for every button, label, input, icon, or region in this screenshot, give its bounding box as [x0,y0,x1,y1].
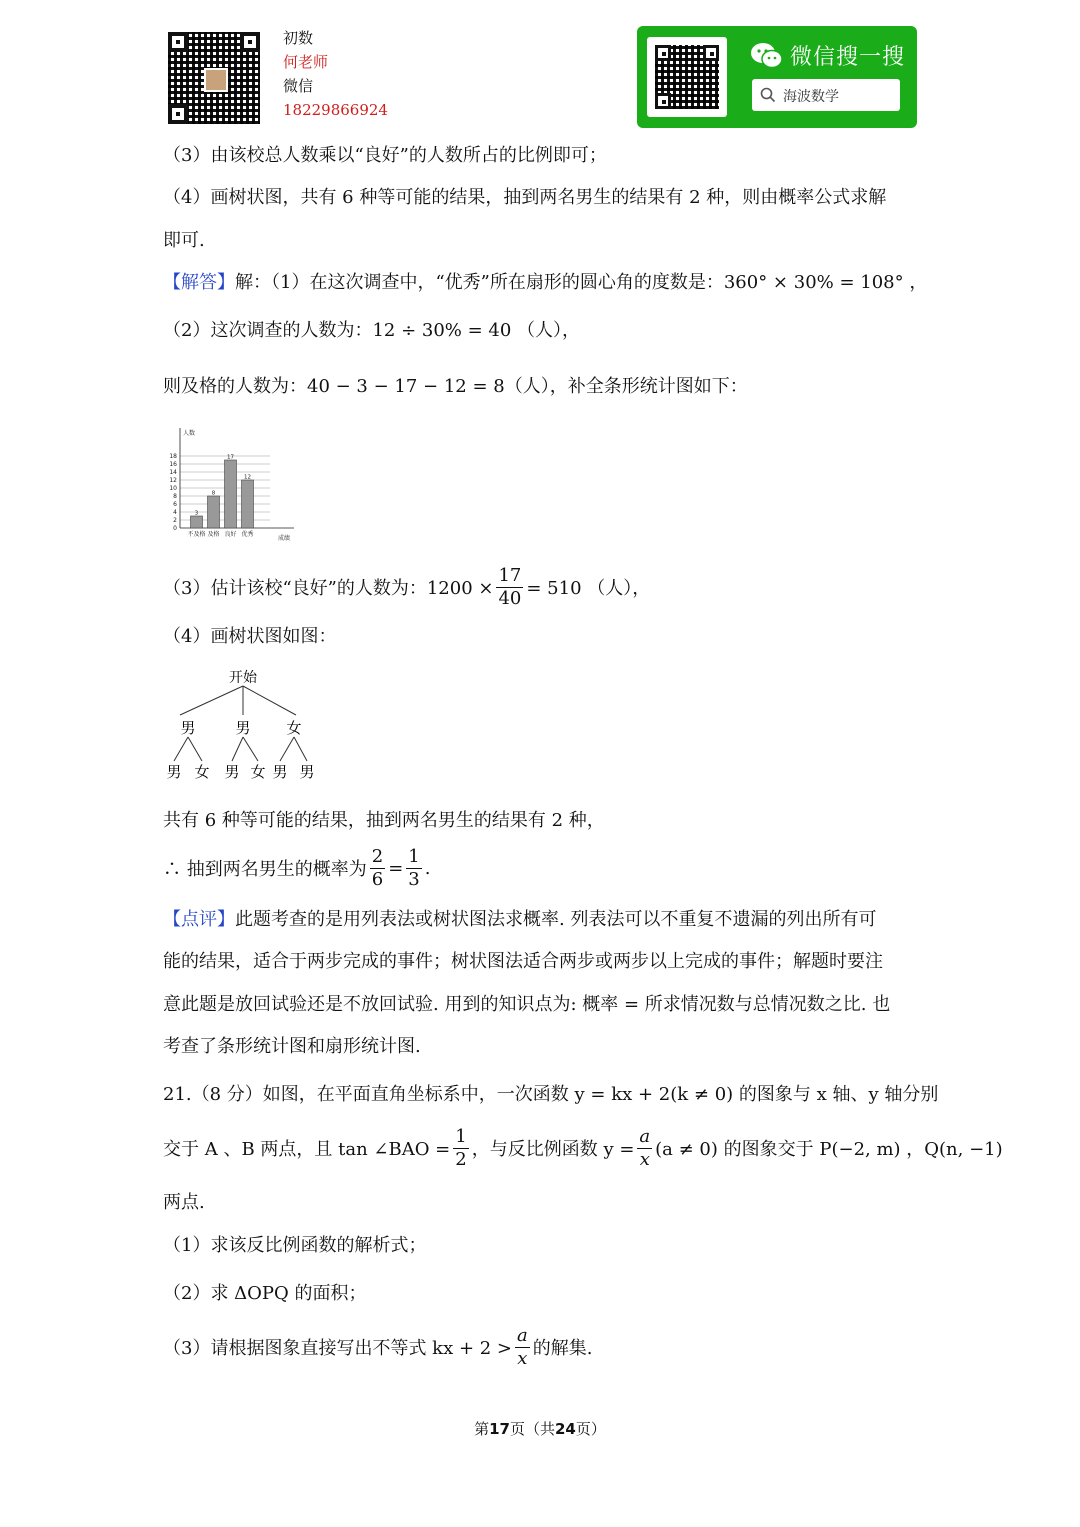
contact-line-wechat: 微信 [283,77,314,95]
wechat-search-text: 海波数学 [783,89,839,105]
bar-value-label: 12 [244,474,251,481]
bar-value-label: 8 [211,490,216,497]
tree-node-l2: 男 [166,763,182,781]
y-tick-label: 4 [173,509,177,516]
text-line: （2）求 ΔOPQ 的面积； [163,1283,367,1304]
tree-node-l2: 男 [299,763,315,781]
fraction-numerator: a [517,1324,528,1346]
tree-node-l2: 男 [224,763,240,781]
fraction-denominator: 6 [371,868,384,890]
footer-pre: 第 [474,1420,490,1438]
y-tick-label: 14 [169,469,177,476]
comment-line-1 [163,905,876,931]
fraction-numerator: 1 [408,845,420,867]
estimate-line [163,562,650,612]
q21-pre: 交于 A 、B 两点，且 tan ∠BAO = [163,1139,451,1160]
wechat-title: 微信搜一搜 [790,45,906,70]
contact-qr-code [168,32,260,124]
text-line: （3）由该校总人数乘以“良好”的人数所占的比例即可； [163,145,607,166]
y-tick-label: 16 [169,461,177,468]
wechat-logo-icon [750,42,784,70]
wechat-search-banner[interactable] [637,26,917,128]
y-tick-label: 10 [169,485,177,492]
y-axis-label: 人数 [183,430,196,437]
fraction-denominator: x [517,1347,528,1369]
search-icon [760,87,776,103]
contact-line-subject: 初数 [283,29,314,47]
q21-post: (a ≠ 0) 的图象交于 P(−2, m) ，Q(n, −1) [655,1139,1003,1160]
contact-line-phone: 18229866924 [283,101,388,119]
answer-line-1 [163,268,927,294]
y-tick-label: 0 [173,525,177,532]
estimate-pre: （3）估计该校“良好”的人数为：1200 × [163,578,494,599]
tree-node-l1: 男 [180,719,196,737]
x-tick-label: 不及格 [187,531,206,538]
bar [191,516,203,528]
text-line: 即可. [163,230,205,251]
text-line: 则及格的人数为：40 − 3 − 17 − 12 = 8（人），补全条形统计图如下： [163,376,748,397]
fraction-denominator: x [639,1148,650,1170]
bar [208,496,220,528]
question-21-line: 21.（8 分）如图，在平面直角坐标系中，一次函数 y = kx + 2(k ≠ 0) 的图象与 x 轴、y 轴分别 [163,1084,939,1105]
y-tick-label: 18 [169,453,177,460]
page-number: 17 [489,1420,510,1438]
y-tick-label: 8 [173,493,177,500]
probability-line [163,843,430,893]
text-line: （4）画树状图，共有 6 种等可能的结果，抽到两名男生的结果有 2 种，则由概率公式求解 [163,187,887,208]
q21-mid: ，与反比例函数 y = [471,1139,635,1160]
fraction-numerator: 1 [455,1125,467,1147]
bar-chart [160,422,300,544]
x-axis-label: 成绩 [278,535,291,542]
y-tick-label: 12 [169,477,177,484]
fraction-numerator: 17 [498,564,522,586]
page-footer [0,1418,1080,1439]
question-21-part-3 [163,1322,592,1372]
tree-node-l1: 女 [286,719,302,737]
text-line: 能的结果，适合于两步完成的事件；树状图法适合两步或两步以上完成的事件；解题时要注 [163,951,883,972]
period: . [424,857,431,879]
text-line: 考查了条形统计图和扇形统计图. [163,1036,421,1057]
answer-tag: 【解答】 [163,272,235,293]
fraction-numerator: 2 [371,845,384,867]
tree-node-l2: 男 [272,763,288,781]
text-line: 共有 6 种等可能的结果，抽到两名男生的结果有 2 种， [163,810,605,831]
comment-tag: 【点评】 [163,909,235,930]
wechat-qr-frame [647,37,727,117]
q21-3-post: 的解集. [532,1338,593,1359]
y-tick-label: 6 [173,501,177,508]
text-line: 意此题是放回试验还是不放回试验. 用到的知识点为: 概率 = 所求情况数与总情况数之比. 也 [163,994,891,1015]
fraction-denominator: 3 [408,868,420,890]
probability-pre: ∴ 抽到两名男生的概率为 [163,859,367,880]
text-line: （4）画树状图如图： [163,626,337,647]
tree-node-l1: 男 [235,719,251,737]
total-pages: 24 [555,1420,576,1438]
question-21-line-2 [163,1122,1003,1174]
fraction-1-3 [406,846,421,891]
bar [225,460,237,528]
fraction-a-x [637,1126,652,1171]
footer-post: 页） [575,1420,606,1438]
footer-mid: 页（共 [509,1420,555,1438]
contact-info [283,26,388,122]
fraction-1-2 [453,1126,468,1171]
fraction-denominator: 2 [455,1148,467,1170]
estimate-post: = 510 （人）， [526,578,651,599]
comment-text: 此题考查的是用列表法或树状图法求概率. 列表法可以不重复不遗漏的列出所有可 [235,909,877,930]
text-line: （2）这次调查的人数为：12 ÷ 30% = 40 （人）， [163,320,581,341]
text-line: （1）求该反比例函数的解析式； [163,1235,427,1256]
equals-sign: = [388,857,404,879]
tree-diagram [160,665,330,783]
fraction-a-x [515,1325,530,1370]
answer-text: 解：（1）在这次调查中，“优秀”所在扇形的圆心角的度数是：360° × 30% = 108° ， [235,272,928,293]
tree-node-l2: 女 [194,763,210,781]
wechat-qr-code [655,45,719,109]
q21-3-pre: （3）请根据图象直接写出不等式 kx + 2 > [163,1338,513,1359]
x-tick-label: 及格 [207,531,220,538]
tree-root: 开始 [229,670,257,686]
x-tick-label: 良好 [224,531,237,538]
fraction-denominator: 40 [498,587,522,609]
bar-value-label: 17 [227,454,234,461]
bar-value-label: 3 [194,510,199,517]
fraction-numerator: a [639,1125,651,1147]
wechat-search-field[interactable] [752,79,900,111]
fraction-17-40 [496,565,523,610]
tree-node-l2: 女 [250,763,266,781]
fraction-2-6 [370,846,385,891]
text-line: 两点. [163,1192,205,1213]
bar [242,480,254,528]
x-tick-label: 优秀 [241,531,254,538]
y-tick-label: 2 [173,517,177,524]
contact-line-teacher: 何老师 [283,53,329,71]
